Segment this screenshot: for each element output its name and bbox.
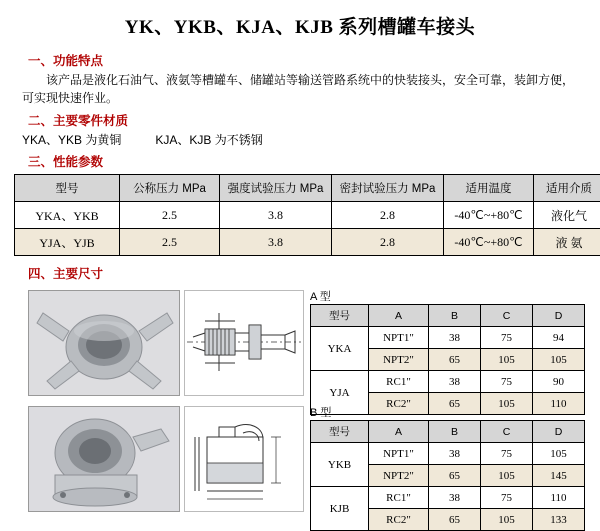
- perf-cell: 2.8: [332, 229, 444, 256]
- section-4-heading: 四、主要尺寸: [28, 264, 586, 282]
- table-row: [311, 443, 585, 465]
- dim-a-cell: 105: [481, 393, 533, 415]
- perf-cell: 液化气: [534, 202, 600, 229]
- dim-b-header-cell: D: [533, 421, 585, 443]
- dim-a-cell: NPT1": [369, 327, 429, 349]
- dim-b-model-cell: YKB: [311, 443, 369, 487]
- dim-b-cell: 65: [429, 509, 481, 531]
- table-header-row: [311, 421, 585, 443]
- perf-cell: 2.8: [332, 202, 444, 229]
- perf-cell: 3.8: [220, 229, 332, 256]
- dim-a-cell: RC1": [369, 371, 429, 393]
- dim-a-cell: 105: [481, 349, 533, 371]
- dim-a-cell: 38: [429, 327, 481, 349]
- dim-b-cell: 38: [429, 443, 481, 465]
- dim-b-header-cell: 型号: [311, 421, 369, 443]
- dim-a-header-cell: C: [481, 305, 533, 327]
- dim-a-model-cell: YJA: [311, 371, 369, 415]
- perf-cell: -40℃~+80℃: [444, 229, 534, 256]
- dim-b-cell: NPT1": [369, 443, 429, 465]
- dimension-table-a: [310, 304, 585, 415]
- dim-b-header-cell: A: [369, 421, 429, 443]
- dim-b-cell: 105: [481, 465, 533, 487]
- dim-a-cell: 65: [429, 349, 481, 371]
- figures-area: [14, 288, 586, 528]
- page-title: YK、YKB、KJA、KJB 系列槽罐车接头: [14, 0, 586, 47]
- dim-a-cell: 75: [481, 327, 533, 349]
- drawing-b-lines: [185, 407, 303, 511]
- coupling-photo-b-illustration: [29, 407, 179, 511]
- perf-header-cell: 适用温度: [444, 175, 534, 202]
- section-2-text: [22, 131, 586, 148]
- perf-cell: 2.5: [120, 229, 220, 256]
- perf-cell: YKA、YKB: [15, 202, 120, 229]
- section-1-paragraph: 该产品是液化石油气、液氨等槽罐车、储罐站等输送管路系统中的快装接头，安全可靠，装卸方便，可实现快速作业。: [22, 73, 574, 105]
- dim-a-cell: 38: [429, 371, 481, 393]
- type-b-caption: B 型: [310, 404, 331, 420]
- dim-a-cell: 65: [429, 393, 481, 415]
- technical-drawing-type-b: [184, 406, 304, 512]
- dim-a-header-cell: B: [429, 305, 481, 327]
- perf-cell: 3.8: [220, 202, 332, 229]
- dim-a-cell: 94: [533, 327, 585, 349]
- dim-b-cell: NPT2": [369, 465, 429, 487]
- dim-b-cell: RC2": [369, 509, 429, 531]
- dim-a-header-cell: A: [369, 305, 429, 327]
- table-row: [311, 327, 585, 349]
- dimension-table-b: [310, 420, 585, 531]
- dim-b-cell: 38: [429, 487, 481, 509]
- perf-header-cell: 强度试验压力 MPa: [220, 175, 332, 202]
- type-a-caption: A 型: [310, 288, 331, 304]
- dim-a-cell: 105: [533, 349, 585, 371]
- dim-a-cell: RC2": [369, 393, 429, 415]
- dim-b-cell: 110: [533, 487, 585, 509]
- section-1-text: [22, 71, 580, 107]
- product-photo-type-b: [28, 406, 180, 512]
- product-photo-type-a: [28, 290, 180, 396]
- perf-header-cell: 密封试验压力 MPa: [332, 175, 444, 202]
- coupling-photo-a-illustration: [29, 291, 179, 395]
- perf-header-cell: 公称压力 MPa: [120, 175, 220, 202]
- material-stainless: KJA、KJB 为不锈钢: [155, 133, 262, 147]
- dim-b-cell: 145: [533, 465, 585, 487]
- dim-a-cell: 75: [481, 371, 533, 393]
- perf-cell: 液 氨: [534, 229, 600, 256]
- table-row: [15, 202, 600, 229]
- table-row: [15, 229, 600, 256]
- table-row: [311, 487, 585, 509]
- table-row: [311, 371, 585, 393]
- dim-a-header-cell: 型号: [311, 305, 369, 327]
- technical-drawing-type-a: [184, 290, 304, 396]
- dim-b-model-cell: KJB: [311, 487, 369, 531]
- section-1-heading: 一、功能特点: [28, 51, 586, 69]
- dim-b-cell: 105: [533, 443, 585, 465]
- dim-b-header-cell: B: [429, 421, 481, 443]
- section-2-heading: 二、主要零件材质: [28, 111, 586, 129]
- dim-a-header-cell: D: [533, 305, 585, 327]
- perf-cell: YJA、YJB: [15, 229, 120, 256]
- perf-header-cell: 型号: [15, 175, 120, 202]
- dim-b-cell: 65: [429, 465, 481, 487]
- dim-a-cell: NPT2": [369, 349, 429, 371]
- dim-b-cell: 105: [481, 509, 533, 531]
- dim-a-cell: 90: [533, 371, 585, 393]
- dim-a-model-cell: YKA: [311, 327, 369, 371]
- drawing-a-lines: [185, 291, 303, 395]
- perf-cell: 2.5: [120, 202, 220, 229]
- dim-a-cell: 110: [533, 393, 585, 415]
- perf-header-cell: 适用介质: [534, 175, 600, 202]
- dim-b-cell: RC1": [369, 487, 429, 509]
- table-header-row: [15, 175, 600, 202]
- performance-table: [14, 174, 600, 256]
- table-header-row: [311, 305, 585, 327]
- dim-b-cell: 75: [481, 487, 533, 509]
- dim-b-cell: 75: [481, 443, 533, 465]
- perf-cell: -40℃~+80℃: [444, 202, 534, 229]
- dim-b-cell: 133: [533, 509, 585, 531]
- section-3-heading: 三、性能参数: [28, 152, 586, 170]
- dim-b-header-cell: C: [481, 421, 533, 443]
- material-brass: YKA、YKB 为黄铜: [22, 133, 121, 147]
